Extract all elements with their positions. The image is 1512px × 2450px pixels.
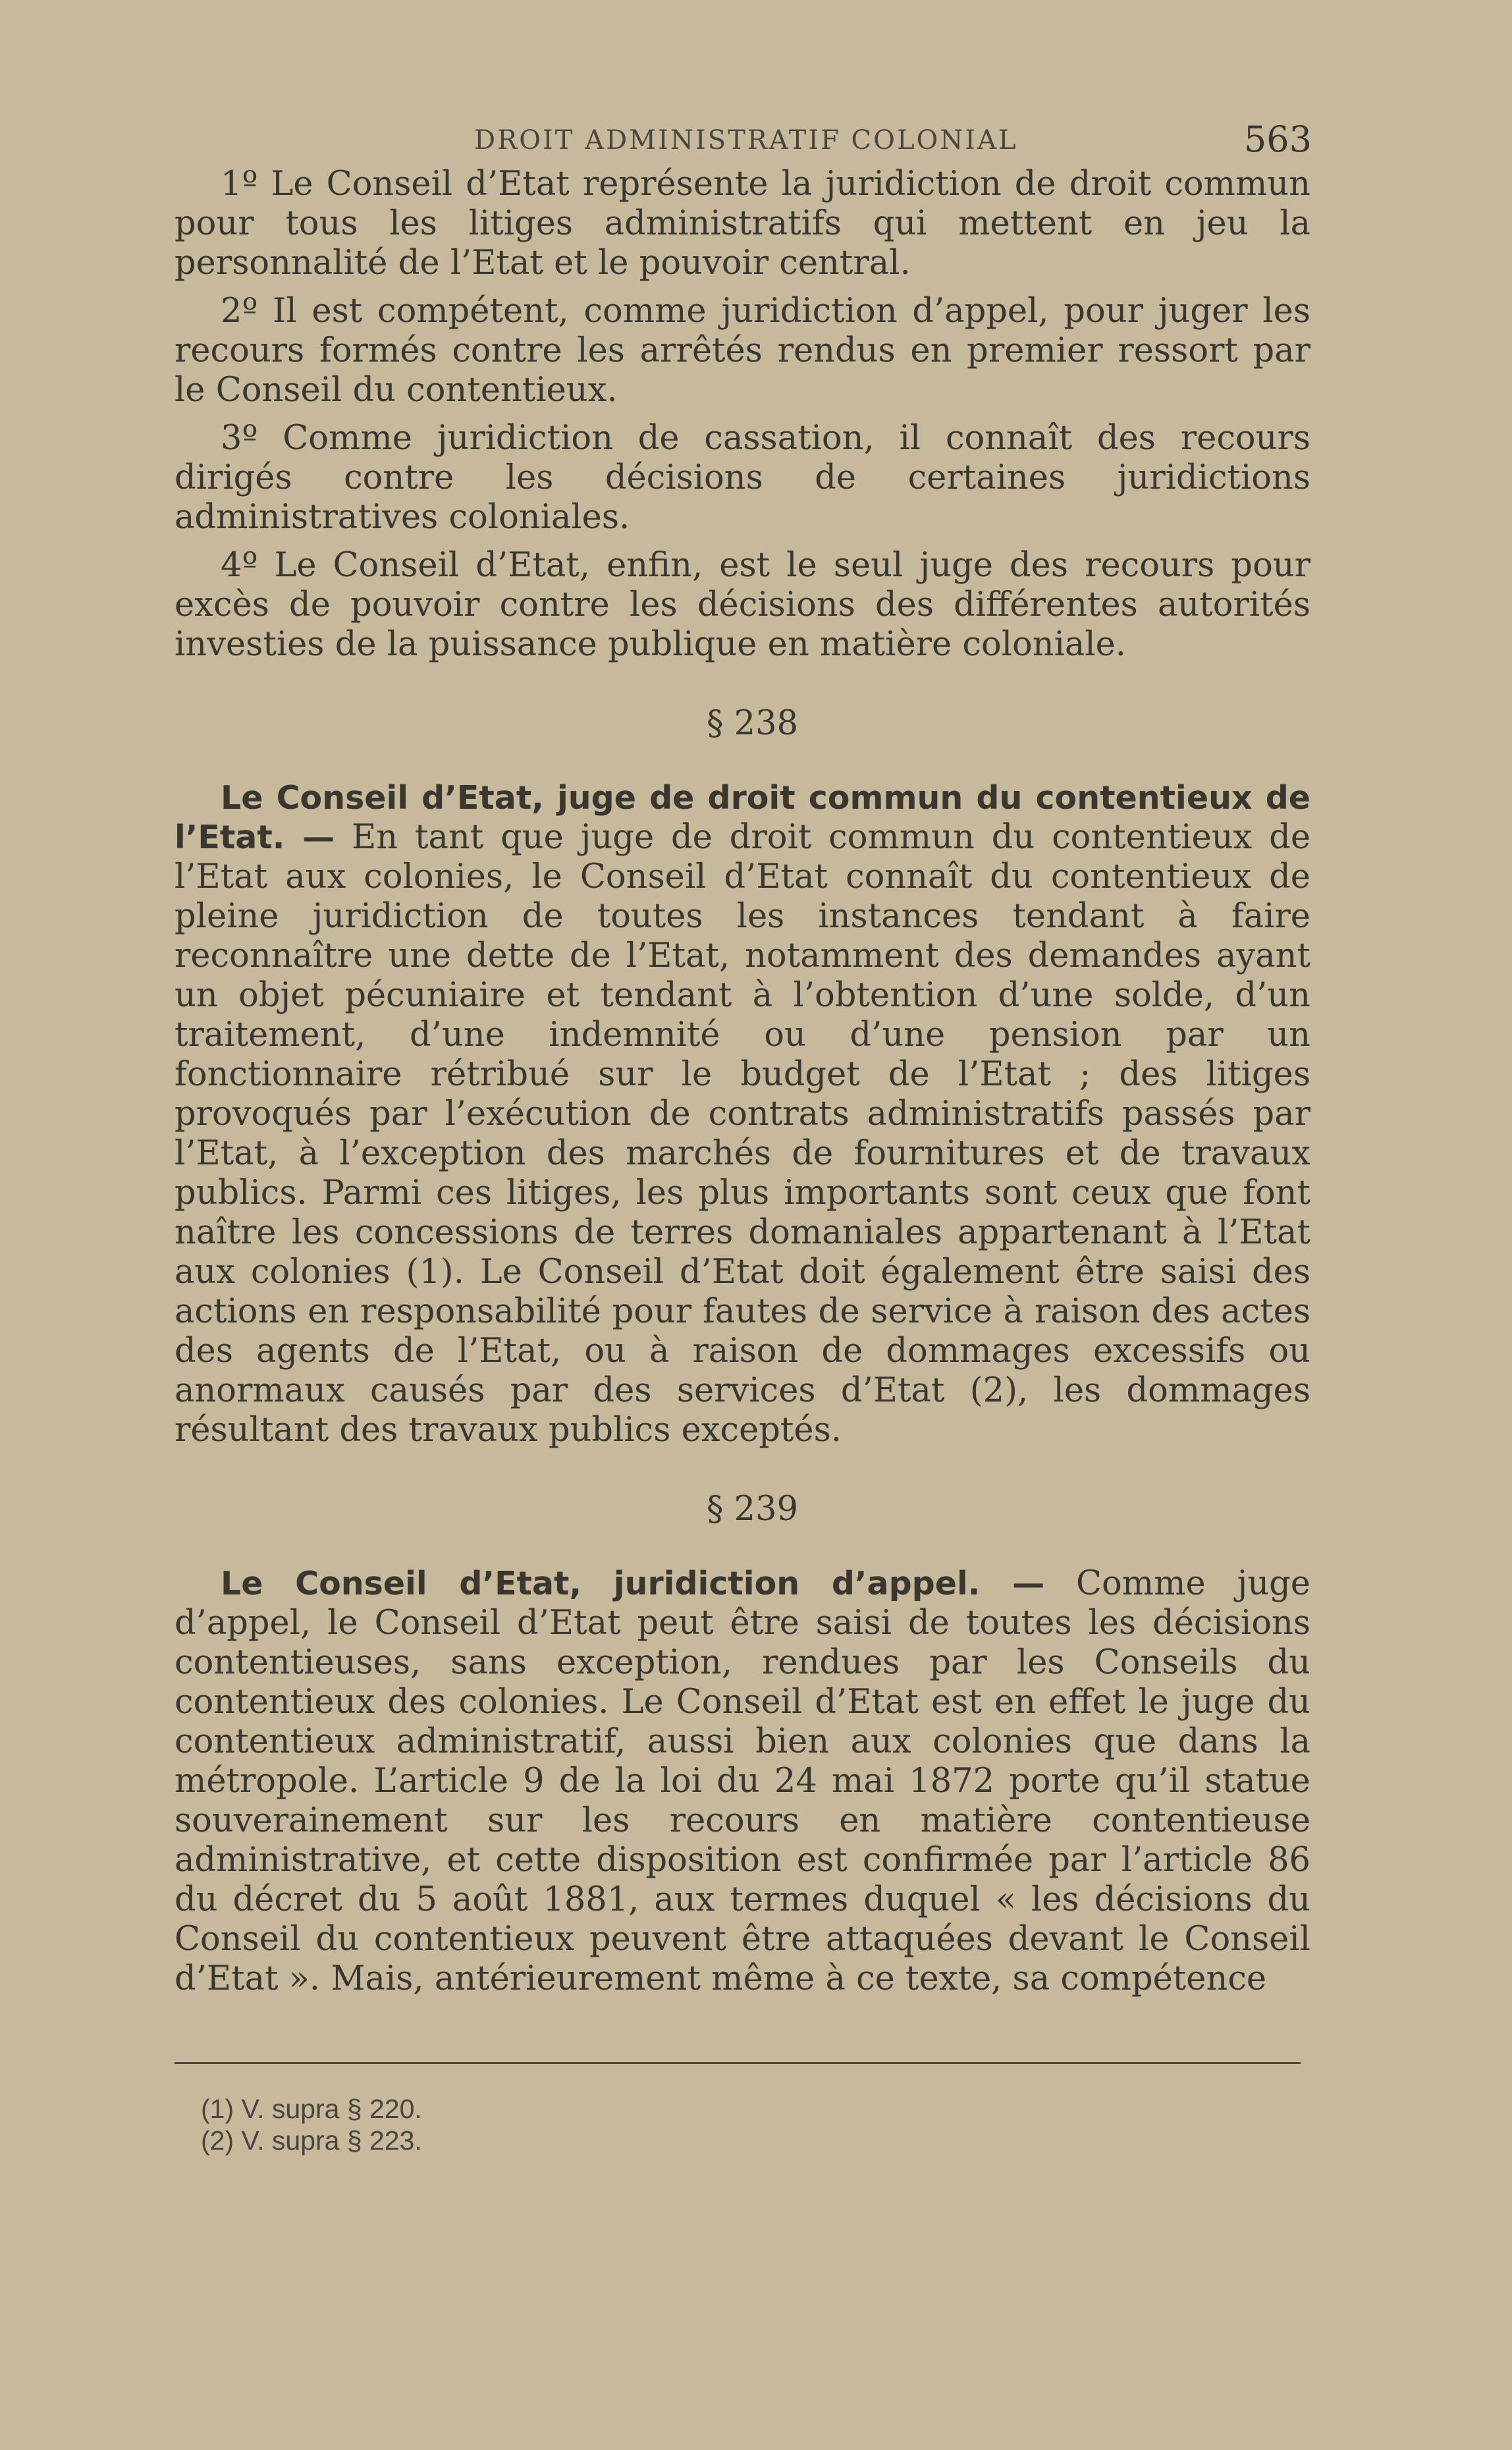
intro-paragraph-1: 1º Le Conseil d’Etat représente la juridiction de droit commun pour tous les litiges administratifs qui mettent en jeu la personnalité de l’Etat et le pouvoir central. bbox=[175, 165, 1310, 283]
running-head bbox=[175, 112, 1310, 165]
section-238-body: En tant que juge de droit commun du contentieux de l’Etat aux colonies, le Conseil d’Etat connaît du contentieux de pleine juridiction de toutes les instances tendant à faire reconnaître une dette de l’Etat, notamment des demandes ayant un objet pécuniaire et tendant à l’obtention d’une solde, d’un traitement, d’une indemnité ou d’une pension par un fonctionnaire rétribué sur le budget de l’Etat ; des litiges provoqués par l’exécution de contrats administratifs passés par l’Etat, à l’exception des marchés de fournitures et de travaux publics. Parmi ces litiges, les plus importants sont ceux que font naître les concessions de terres domaniales appartenant à l’Etat aux colonies (1). Le Conseil d’Etat doit également être saisi des actions en responsabilité pour fautes de service à raison des actes des agents de l’Etat, ou à raison de dommages excessifs ou anormaux causés par des services d’Etat (2), les dommages résultant des travaux publics exceptés. bbox=[175, 818, 1311, 1450]
footnote-1: (1) V. supra § 220. bbox=[201, 2094, 422, 2124]
section-239-body: Comme juge d’appel, le Conseil d’Etat peut être saisi de toutes les décisions contentieuses, sans exception, rendues par les Conseils du contentieux des colonies. Le Conseil d’Etat est en effet le juge du contentieux administratif, aussi bien aux colonies que dans la métropole. L’article 9 de la loi du 24 mai 1872 porte qu’il statue souverainement sur les recours en matière contentieuse administrative, et cette disposition est confirmée par l’article 86 du décret du 5 août 1881, aux termes duquel « les décisions du Conseil du contentieux peuvent être attaquées devant le Conseil d’Etat ». Mais, antérieurement même à ce texte, sa compétence bbox=[175, 1564, 1310, 1998]
intro-paragraph-4: 4º Le Conseil d’Etat, enfin, est le seul juge des recours pour excès de pouvoir contre les décisions des différentes autorités investies de la puissance publique en matière coloniale. bbox=[175, 546, 1310, 664]
section-238-paragraph bbox=[175, 778, 1310, 1450]
footnote-divider bbox=[175, 2062, 1301, 2064]
footnotes bbox=[175, 2093, 1310, 2156]
section-238-lead: Le Conseil d’Etat, juge de droit commun du contentieux de l’Etat. — bbox=[175, 779, 1310, 856]
page-number: 563 bbox=[1243, 119, 1312, 160]
intro-paragraph-3: 3º Comme juridiction de cassation, il connaît des recours dirigés contre les décisions de certaines juridictions administratives coloniales. bbox=[175, 419, 1310, 537]
running-title: DROIT ADMINISTRATIF COLONIAL bbox=[474, 125, 1018, 155]
section-239-lead: Le Conseil d’Etat, juridiction d’appel. — bbox=[221, 1565, 1045, 1602]
footnote-2: (2) V. supra § 223. bbox=[201, 2125, 422, 2156]
section-239-heading: § 239 bbox=[706, 1490, 799, 1529]
section-239-paragraph bbox=[175, 1564, 1310, 1999]
section-238-heading: § 238 bbox=[706, 704, 799, 743]
intro-paragraph-2: 2º Il est compétent, comme juridiction d’appel, pour juger les recours formés contre les arrêtés rendus en premier ressort par le Conseil du contentieux. bbox=[175, 292, 1310, 410]
intro-list bbox=[175, 165, 1310, 665]
book-page bbox=[175, 112, 1310, 2156]
